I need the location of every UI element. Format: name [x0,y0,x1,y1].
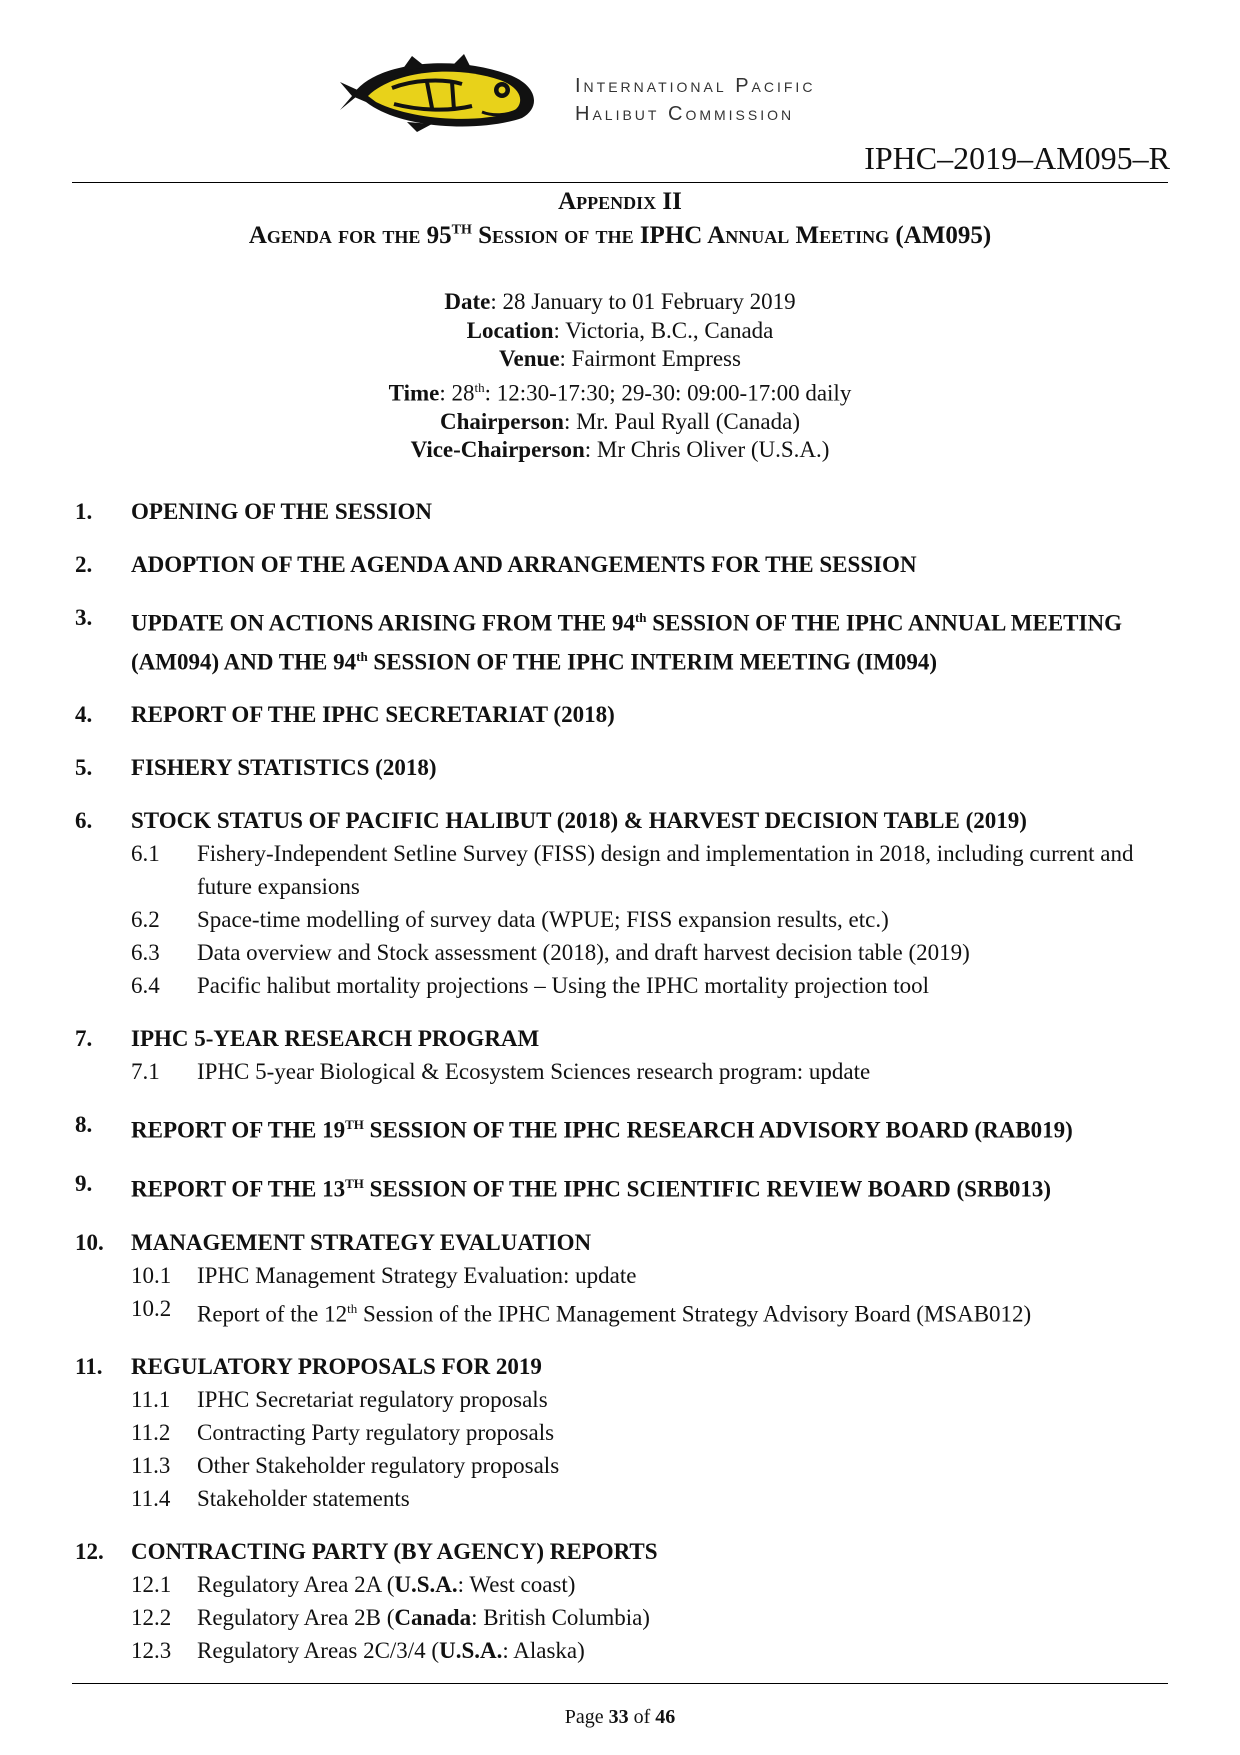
agenda-item-title: FISHERY STATISTICS (2018) [131,755,437,781]
agenda-item [75,1226,1175,1331]
chairperson-line: Chairperson: Mr. Paul Ryall (Canada) [439,408,801,434]
org-line-2: Halibut Commission [575,103,795,125]
organization-name [575,72,815,128]
agenda-item-number: 10. [75,1229,104,1255]
halibut-logo-icon [332,52,552,134]
agenda-item-title: ADOPTION OF THE AGENDA AND ARRANGEMENTS FOR THE SESSION [131,552,917,577]
agenda-subitem: 12.1 Regulatory Area 2A (U.S.A.: West coast) [131,1572,576,1598]
agenda-item-number: 5. [75,755,93,781]
agenda-item-number: 7. [75,1026,93,1052]
time-line: Time: 28th: 12:30-17:30; 29-30: 09:00-17:00 daily [388,379,852,406]
agenda-item [75,1535,1175,1667]
agenda-item-number: 2. [75,552,93,577]
agenda-item [75,548,1175,581]
agenda-item [75,1022,1175,1088]
agenda-list [75,495,1175,1687]
agenda-item [75,804,1175,1002]
agenda-item-number: 1. [75,499,93,524]
agenda-item [75,601,1175,678]
agenda-item-number: 9. [75,1170,93,1196]
agenda-subitem: 12.3 Regulatory Areas 2C/3/4 (U.S.A.: Alaska) [131,1638,585,1664]
agenda-item-title: REPORT OF THE 19TH SESSION OF THE IPHC RESEARCH ADVISORY BOARD (RAB019) [131,1117,1073,1143]
meeting-details [0,288,1240,465]
agenda-item [75,698,1175,731]
agenda-item-title: OPENING OF THE SESSION [131,499,432,524]
agenda-item [75,1167,1175,1206]
agenda-item-number: 3. [75,605,93,630]
agenda-title: Agenda for the 95TH Session of the IPHC Annual Meeting (AM095) [248,222,992,249]
agenda-item-title: REPORT OF THE IPHC SECRETARIAT (2018) [131,702,615,728]
agenda-subitem: 11.1 IPHC Secretariat regulatory proposals [131,1387,548,1413]
agenda-subitem: 11.2 Contracting Party regulatory proposals [131,1420,555,1446]
agenda-subitem: 11.3 Other Stakeholder regulatory proposals [131,1453,560,1479]
agenda-item-number: 11. [75,1354,103,1380]
agenda-item-number: 4. [75,702,93,728]
agenda-item-number: 6. [75,808,93,834]
date-line: Date: 28 January to 01 February 2019 [444,289,796,314]
document-id: IPHC–2019–AM095–R [864,140,1170,176]
appendix-title: Appendix II [558,188,682,215]
agenda-item-title: IPHC 5-YEAR RESEARCH PROGRAM [131,1026,540,1052]
agenda-item-number: 8. [75,1112,93,1138]
agenda-subitem: 10.1 IPHC Management Strategy Evaluation: update [131,1262,637,1288]
agenda-item-number: 12. [75,1539,104,1565]
vice-chairperson-line: Vice-Chairperson: Mr Chris Oliver (U.S.A.) [410,437,830,463]
header-divider [72,182,1168,183]
agenda-item [75,1108,1175,1147]
agenda-subitem: 11.4 Stakeholder statements [131,1486,410,1512]
agenda-item-title: UPDATE ON ACTIONS ARISING FROM THE 94th SESSION OF THE IPHC ANNUAL MEETING (AM094) AND THE 94th SESSION OF THE IPHC INTERIM MEETING (IM094) [131,610,1122,675]
agenda-item-title: REPORT OF THE 13TH SESSION OF THE IPHC SCIENTIFIC REVIEW BOARD (SRB013) [131,1175,1052,1202]
agenda-item-title: MANAGEMENT STRATEGY EVALUATION [131,1229,592,1255]
agenda-subitem: 12.2 Regulatory Area 2B (Canada: British Columbia) [131,1605,650,1631]
page-number: Page 33 of 46 [564,1706,676,1728]
agenda-subitem: 6.2 Space-time modelling of survey data (WPUE; FISS expansion results, etc.) [131,907,889,933]
venue-line: Venue: Fairmont Empress [499,346,741,371]
org-line-1: International Pacific [575,75,816,97]
location-line: Location: Victoria, B.C., Canada [466,317,774,343]
agenda-subitem: 7.1 IPHC 5-year Biological & Ecosystem Sciences research program: update [131,1059,871,1085]
agenda-subitem: 6.1 Fishery-Independent Setline Survey (FISS) design and implementation in 2018, including current and future expansions [131,841,1134,900]
agenda-item [75,1350,1175,1515]
agenda-item-title: REGULATORY PROPOSALS FOR 2019 [131,1354,542,1380]
page-header [0,0,1240,190]
agenda-item-title: CONTRACTING PARTY (BY AGENCY) REPORTS [131,1539,658,1565]
agenda-item [75,751,1175,784]
agenda-subitem: 6.3 Data overview and Stock assessment (2018), and draft harvest decision table (2019) [131,940,970,966]
agenda-subitem: 10.2 Report of the 12th Session of the IPHC Management Strategy Advisory Board (MSAB012) [131,1295,1032,1327]
agenda-subitem: 6.4 Pacific halibut mortality projections – Using the IPHC mortality projection tool [131,973,930,999]
agenda-item [75,495,1175,528]
agenda-item-title: STOCK STATUS OF PACIFIC HALIBUT (2018) & HARVEST DECISION TABLE (2019) [131,808,1027,834]
footer-divider [72,1683,1168,1684]
